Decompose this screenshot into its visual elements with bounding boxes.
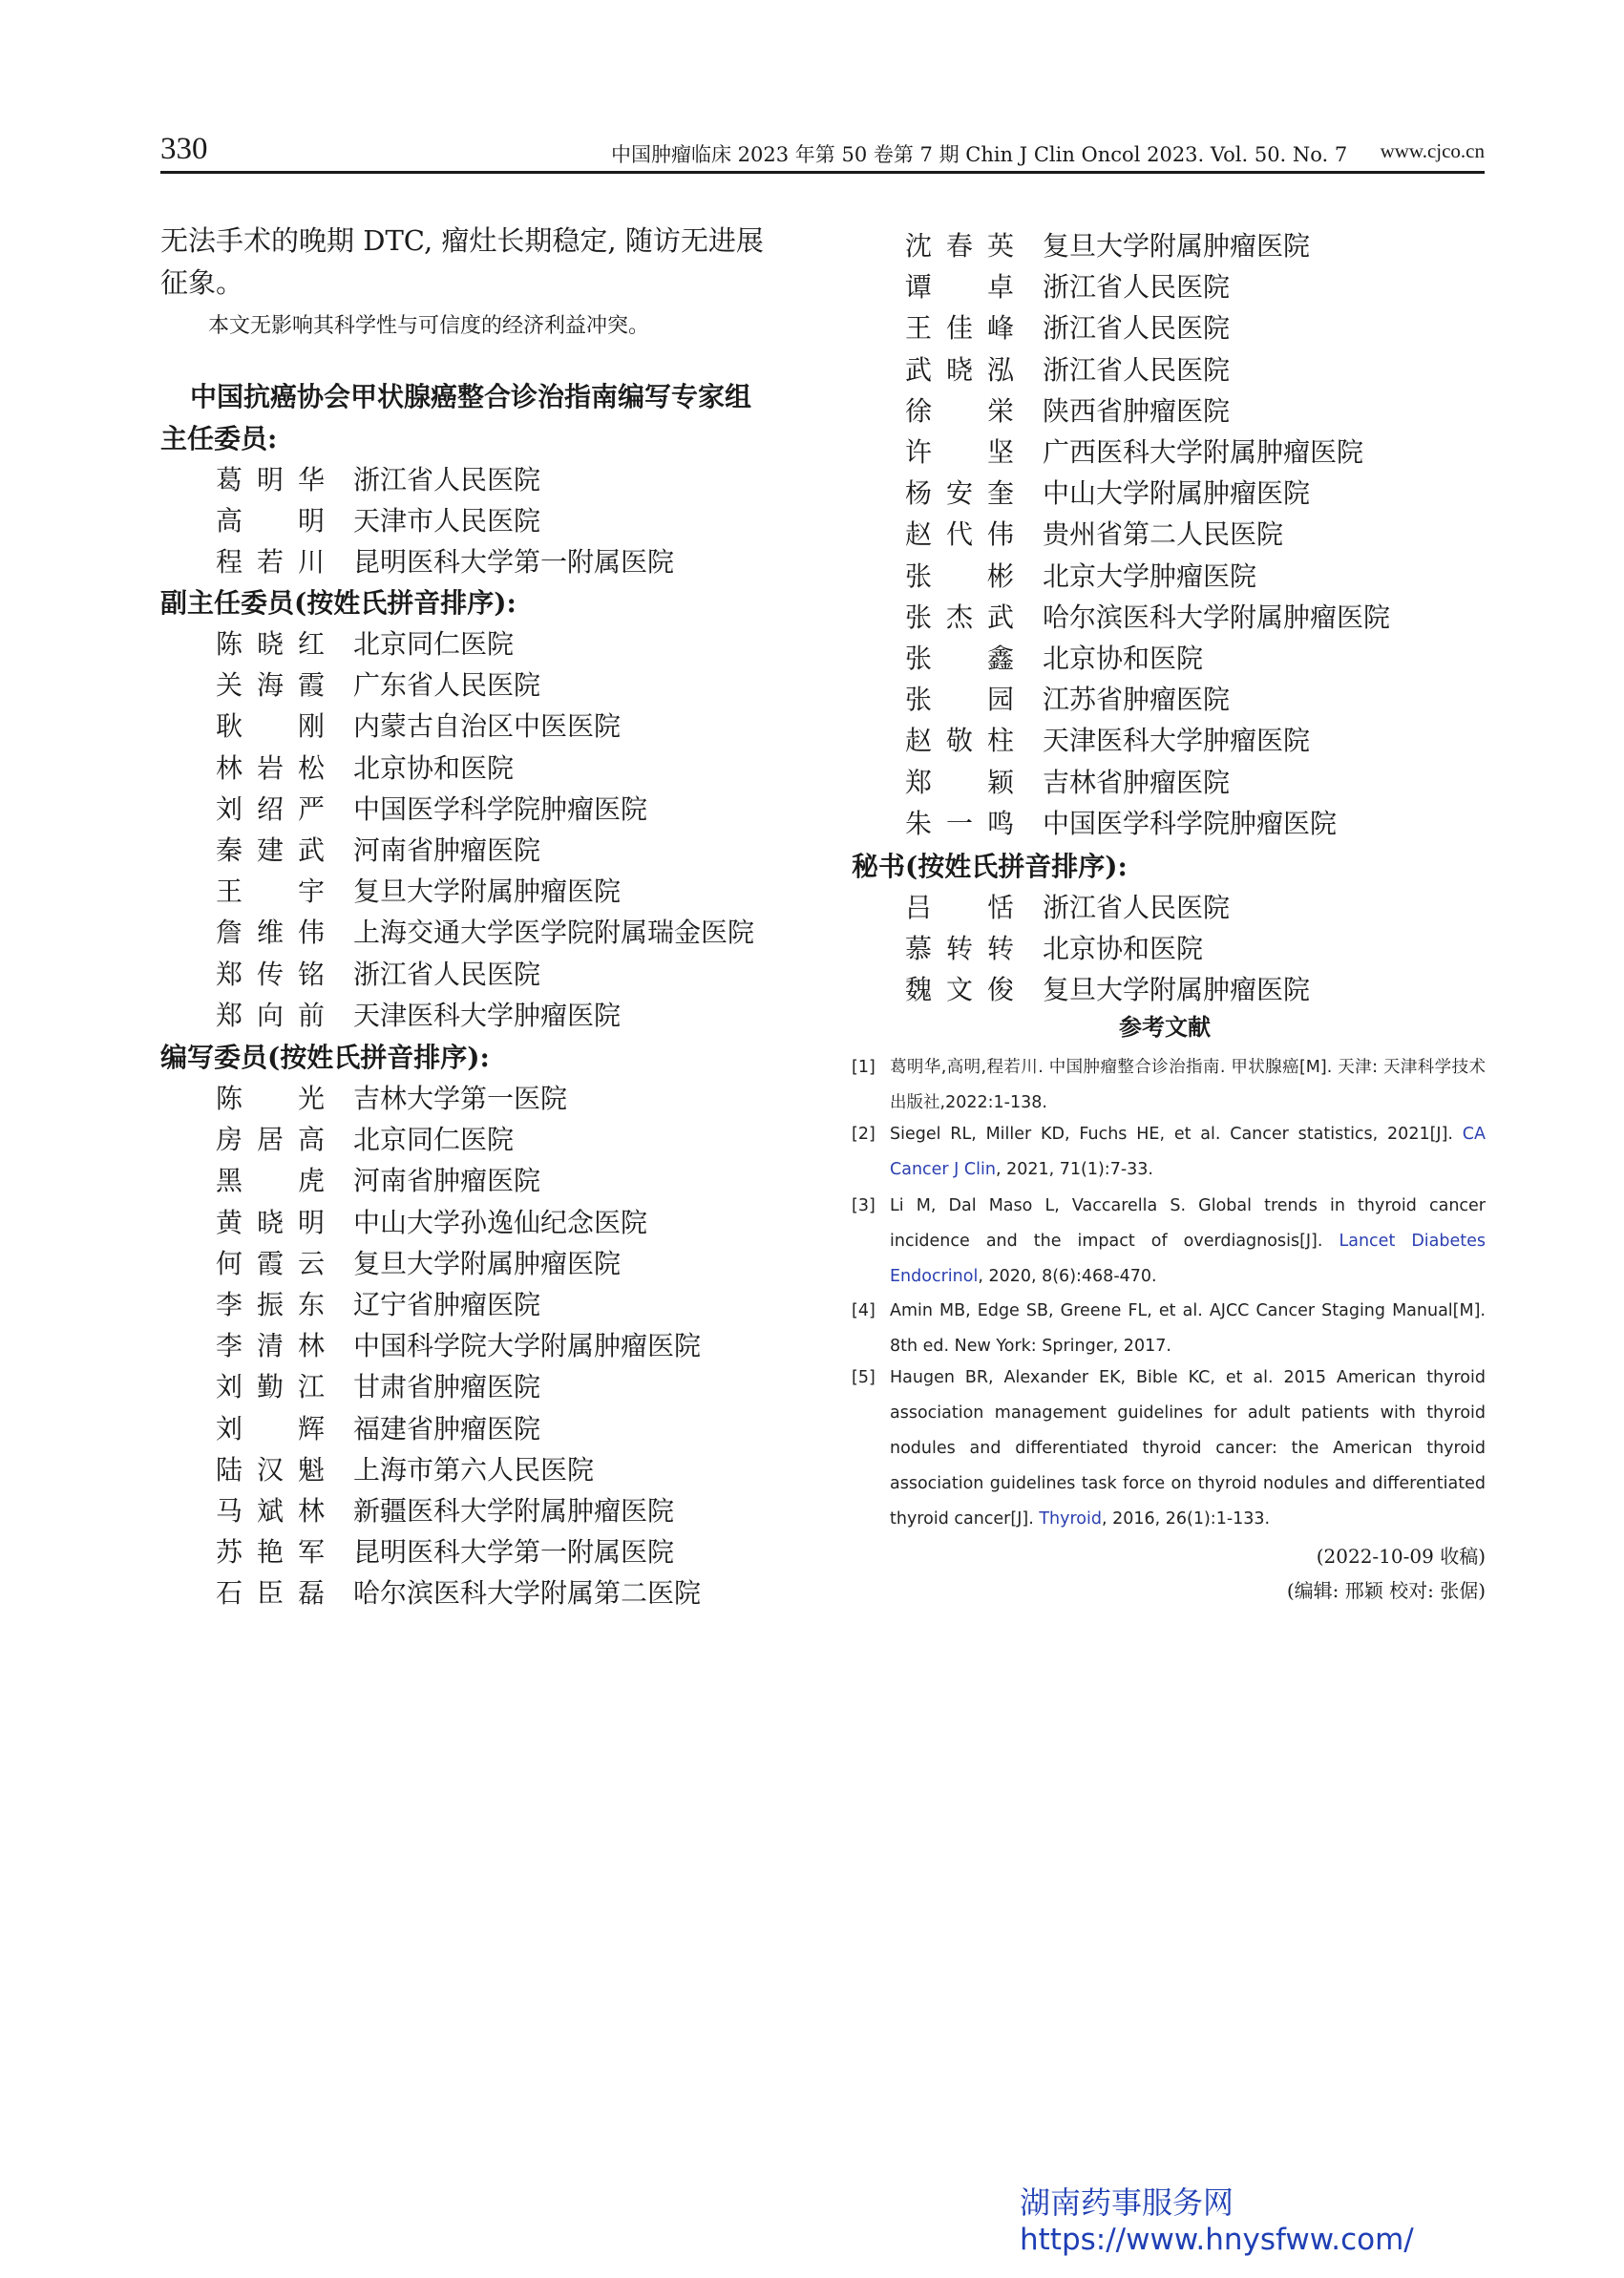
member-affiliation: 中山大学附属肿瘤医院 xyxy=(1043,477,1311,510)
reference-journal-link[interactable]: CA Cancer J Clin xyxy=(890,1125,1486,1179)
member-row xyxy=(216,871,621,909)
page-header xyxy=(160,132,1485,172)
member-name: 林岩松 xyxy=(216,751,325,784)
member-row xyxy=(216,1243,621,1281)
member-row xyxy=(216,1325,701,1363)
watermark-site-name: 湖南药事服务网 xyxy=(1020,2184,1234,2221)
member-name: 秦建武 xyxy=(216,834,325,866)
member-name: 谭卓 xyxy=(905,271,1014,304)
member-name: 关海霞 xyxy=(216,669,325,702)
member-row xyxy=(905,349,1230,388)
member-row xyxy=(905,969,1310,1007)
member-name: 房居高 xyxy=(216,1124,325,1156)
member-row xyxy=(216,912,754,950)
member-row xyxy=(216,541,674,580)
member-row xyxy=(216,1078,567,1116)
member-row xyxy=(216,664,540,703)
member-row xyxy=(905,307,1230,346)
member-row xyxy=(216,1366,540,1404)
member-name: 石臣磊 xyxy=(216,1577,325,1610)
member-row xyxy=(216,1572,701,1611)
member-row xyxy=(216,830,540,868)
member-row xyxy=(905,473,1310,511)
reference-text: 葛明华,高明,程若川. 中国肿瘤整合诊治指南. 甲状腺癌[M]. 天津: 天津科学技术出版社,2022:1-138. xyxy=(890,1058,1486,1112)
member-affiliation: 河南省肿瘤医院 xyxy=(353,1165,541,1197)
member-name: 郑颖 xyxy=(905,766,1014,798)
member-name: 陆汉魁 xyxy=(216,1453,325,1486)
member-affiliation: 吉林大学第一医院 xyxy=(353,1083,568,1114)
member-affiliation: 中国医学科学院肿瘤医院 xyxy=(1043,807,1338,839)
member-affiliation: 内蒙古自治区中医医院 xyxy=(353,710,622,743)
member-name: 苏艳军 xyxy=(216,1536,325,1569)
member-affiliation: 北京协和医院 xyxy=(353,751,515,784)
member-row xyxy=(216,623,514,662)
member-affiliation: 辽宁省肿瘤医院 xyxy=(353,1289,541,1320)
editor-credit: (编辑: 邢颖 校对: 张倨) xyxy=(1286,1579,1486,1602)
member-row xyxy=(905,225,1310,264)
member-row xyxy=(905,679,1230,717)
member-row xyxy=(216,1119,514,1157)
member-affiliation: 广东省人民医院 xyxy=(353,669,541,702)
member-name: 武晓泓 xyxy=(905,353,1014,386)
member-affiliation: 上海交通大学医学院附属瑞金医院 xyxy=(353,917,755,949)
member-name: 王宇 xyxy=(216,875,325,908)
member-affiliation: 河南省肿瘤医院 xyxy=(353,834,541,866)
member-row xyxy=(905,638,1203,676)
member-name: 陈光 xyxy=(216,1083,325,1114)
member-row xyxy=(905,514,1283,552)
member-name: 郑向前 xyxy=(216,999,325,1031)
member-name: 耿刚 xyxy=(216,710,325,743)
member-affiliation: 上海市第六人民医院 xyxy=(353,1453,595,1486)
member-row xyxy=(905,597,1390,635)
member-name: 赵敬柱 xyxy=(905,725,1014,757)
member-affiliation: 浙江省人民医院 xyxy=(353,958,541,990)
member-name: 葛明华 xyxy=(216,464,325,496)
member-row xyxy=(905,887,1230,925)
member-name: 许坚 xyxy=(905,436,1014,468)
member-row xyxy=(216,500,540,538)
watermark xyxy=(1020,2183,1414,2258)
reference-text: Li M, Dal Maso L, Vaccarella S. Global trends in thyroid cancer incidence and the impact of overdiagnosis[J]. Lancet Diabetes Endocrinol, 2020, 8(6):468-470. xyxy=(890,1196,1487,1286)
member-affiliation: 陕西省肿瘤医院 xyxy=(1043,394,1231,427)
member-affiliation: 浙江省人民医院 xyxy=(1043,353,1231,386)
member-row xyxy=(216,1284,540,1322)
intro-line-2: 征象。 xyxy=(160,266,244,299)
member-affiliation: 哈尔滨医科大学附属肿瘤医院 xyxy=(1043,601,1391,633)
member-affiliation: 北京同仁医院 xyxy=(353,628,515,660)
secretary-heading: 秘书(按姓氏拼音排序): xyxy=(852,851,1128,882)
member-affiliation: 吉林省肿瘤医院 xyxy=(1043,766,1231,798)
member-name: 沈春英 xyxy=(905,230,1014,262)
member-row xyxy=(216,954,540,992)
member-name: 刘勤江 xyxy=(216,1371,325,1403)
member-affiliation: 北京同仁医院 xyxy=(353,1124,515,1156)
member-row xyxy=(216,1449,594,1487)
member-affiliation: 福建省肿瘤医院 xyxy=(353,1412,541,1445)
journal-website: www.cjco.cn xyxy=(1380,139,1485,162)
group-title: 中国抗癌协会甲状腺癌整合诊治指南编写专家组 xyxy=(190,381,752,412)
conflict-note: 本文无影响其科学性与可信度的经济利益冲突。 xyxy=(208,314,650,338)
member-affiliation: 天津医科大学肿瘤医院 xyxy=(353,999,622,1031)
reference-number: [3] xyxy=(852,1196,875,1215)
member-name: 吕恬 xyxy=(905,892,1014,923)
member-affiliation: 浙江省人民医院 xyxy=(353,464,541,496)
member-row xyxy=(905,556,1256,594)
member-row xyxy=(905,266,1230,305)
member-affiliation: 复旦大学附属肿瘤医院 xyxy=(1043,230,1311,262)
member-name: 杨安奎 xyxy=(905,477,1014,510)
member-name: 程若川 xyxy=(216,546,325,579)
member-name: 李清林 xyxy=(216,1330,325,1362)
member-name: 黄晓明 xyxy=(216,1206,325,1238)
member-row xyxy=(216,748,514,786)
member-name: 陈晓红 xyxy=(216,628,325,660)
member-affiliation: 北京协和医院 xyxy=(1043,933,1204,965)
member-row xyxy=(905,720,1310,758)
member-affiliation: 天津医科大学肿瘤医院 xyxy=(1043,725,1311,757)
member-name: 马斌林 xyxy=(216,1495,325,1527)
reference-journal-link[interactable]: Lancet Diabetes Endocrinol xyxy=(890,1232,1487,1286)
member-name: 张杰武 xyxy=(905,601,1014,633)
member-name: 刘绍严 xyxy=(216,792,325,825)
reference-text: Haugen BR, Alexander EK, Bible KC, et al. 2015 American thyroid association management guidelines for adult patients with thyroid nodules and differentiated thyroid cancer: the American thyroid association guidelines task force on thyroid nodules and differentiated thyroid cancer[J]. Thyroid, 2016, 26(1):1-133. xyxy=(890,1368,1486,1529)
member-name: 高明 xyxy=(216,505,325,538)
member-affiliation: 哈尔滨医科大学附属第二医院 xyxy=(353,1577,702,1610)
member-row xyxy=(216,1160,540,1198)
member-affiliation: 北京协和医院 xyxy=(1043,643,1204,674)
member-name: 郑传铭 xyxy=(216,958,325,990)
journal-citation: 中国肿瘤临床 2023 年第 50 卷第 7 期 Chin J Clin Oncol 2023. Vol. 50. No. 7 xyxy=(611,143,1348,166)
member-affiliation: 中山大学孙逸仙纪念医院 xyxy=(353,1206,648,1238)
member-row xyxy=(905,390,1230,429)
member-name: 黑虎 xyxy=(216,1165,325,1197)
member-row xyxy=(216,1490,674,1529)
reference-number: [4] xyxy=(852,1301,875,1320)
member-affiliation: 北京大学肿瘤医院 xyxy=(1043,559,1257,592)
member-name: 张彬 xyxy=(905,559,1014,592)
writers-heading: 编写委员(按姓氏拼音排序): xyxy=(160,1042,490,1073)
member-name: 徐栄 xyxy=(905,394,1014,427)
member-name: 赵代伟 xyxy=(905,518,1014,551)
member-affiliation: 昆明医科大学第一附属医院 xyxy=(353,546,675,579)
reference-journal-link[interactable]: Thyroid xyxy=(1039,1509,1102,1529)
member-row xyxy=(905,762,1230,800)
chair-heading: 主任委员: xyxy=(160,423,278,454)
member-affiliation: 中国医学科学院肿瘤医院 xyxy=(353,792,648,825)
member-row xyxy=(216,459,540,497)
member-affiliation: 浙江省人民医院 xyxy=(1043,312,1231,345)
reference-number: [5] xyxy=(852,1368,875,1387)
received-date: (2022-10-09 收稿) xyxy=(1316,1545,1486,1568)
member-row xyxy=(216,789,647,827)
vice-heading: 副主任委员(按姓氏拼音排序): xyxy=(160,587,517,619)
page-number: 330 xyxy=(160,132,208,166)
member-row xyxy=(216,1408,540,1446)
member-affiliation: 复旦大学附属肿瘤医院 xyxy=(1043,974,1311,1006)
member-name: 李振东 xyxy=(216,1289,325,1320)
member-affiliation: 昆明医科大学第一附属医院 xyxy=(353,1536,675,1569)
watermark-url: https://www.hnysfww.com/ xyxy=(1020,2223,1414,2257)
member-affiliation: 广西医科大学附属肿瘤医院 xyxy=(1043,436,1364,468)
member-name: 魏文俊 xyxy=(905,974,1014,1006)
member-name: 慕转转 xyxy=(905,933,1014,965)
member-name: 詹维伟 xyxy=(216,917,325,949)
member-affiliation: 贵州省第二人民医院 xyxy=(1043,518,1284,551)
member-affiliation: 中国科学院大学附属肿瘤医院 xyxy=(353,1330,702,1362)
member-affiliation: 新疆医科大学附属肿瘤医院 xyxy=(353,1495,675,1527)
member-name: 刘辉 xyxy=(216,1412,325,1445)
member-row xyxy=(216,995,621,1033)
reference-number: [2] xyxy=(852,1125,875,1144)
member-affiliation: 浙江省人民医院 xyxy=(1043,892,1231,923)
reference-text: Amin MB, Edge SB, Greene FL, et al. AJCC Cancer Staging Manual[M]. 8th ed. New York: Springer, 2017. xyxy=(890,1301,1486,1356)
member-affiliation: 天津市人民医院 xyxy=(353,505,541,538)
reference-number: [1] xyxy=(852,1058,875,1077)
member-row xyxy=(216,1202,647,1240)
member-row xyxy=(216,1531,674,1570)
member-name: 张鑫 xyxy=(905,643,1014,674)
member-row xyxy=(905,803,1337,841)
member-affiliation: 复旦大学附属肿瘤医院 xyxy=(353,875,622,908)
references-title: 参考文献 xyxy=(1119,1013,1211,1041)
member-affiliation: 浙江省人民医院 xyxy=(1043,271,1231,304)
member-row xyxy=(905,928,1203,966)
member-name: 何霞云 xyxy=(216,1247,325,1279)
member-name: 朱一鸣 xyxy=(905,807,1014,839)
member-affiliation: 复旦大学附属肿瘤医院 xyxy=(353,1247,622,1279)
member-name: 王佳峰 xyxy=(905,312,1014,345)
member-name: 张园 xyxy=(905,684,1014,716)
member-row xyxy=(905,432,1363,470)
member-affiliation: 甘肃省肿瘤医院 xyxy=(353,1371,541,1403)
header-rule xyxy=(160,171,1485,174)
member-affiliation: 江苏省肿瘤医院 xyxy=(1043,684,1231,716)
intro-line-1: 无法手术的晚期 DTC, 瘤灶长期稳定, 随访无进展 xyxy=(160,224,764,257)
reference-text: Siegel RL, Miller KD, Fuchs HE, et al. Cancer statistics, 2021[J]. CA Cancer J Clin, 2021, 71(1):7-33. xyxy=(890,1125,1486,1179)
member-row xyxy=(216,706,621,744)
